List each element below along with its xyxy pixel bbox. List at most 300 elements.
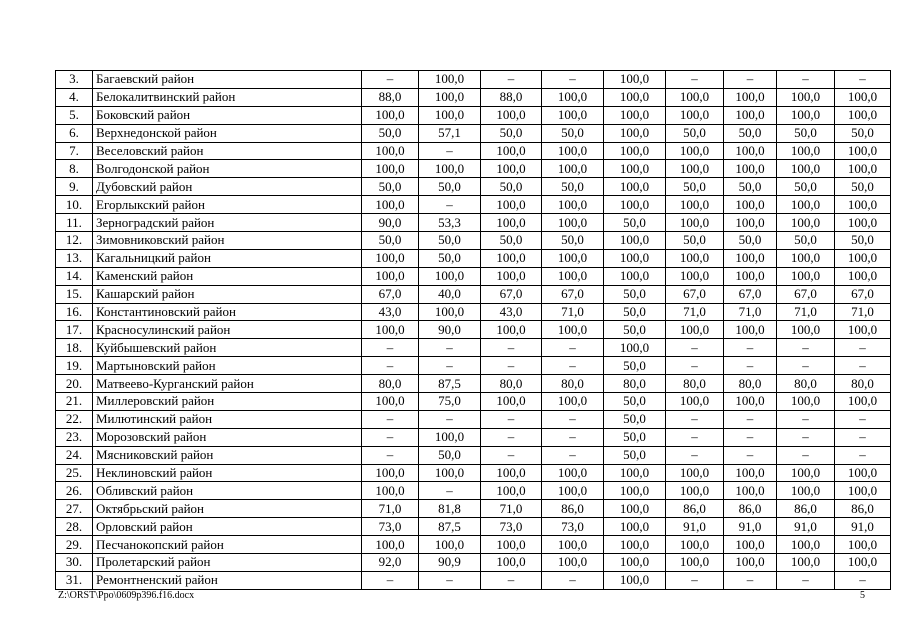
value-cell: – bbox=[835, 446, 891, 464]
district-name: Кагальницкий район bbox=[93, 249, 362, 267]
value-cell: 71,0 bbox=[362, 500, 419, 518]
value-cell: 50,0 bbox=[362, 232, 419, 250]
value-cell: 50,0 bbox=[604, 410, 666, 428]
value-cell: 86,0 bbox=[777, 500, 835, 518]
value-cell: 100,0 bbox=[666, 482, 724, 500]
value-cell: – bbox=[835, 339, 891, 357]
table-row bbox=[56, 518, 891, 536]
value-cell: 100,0 bbox=[835, 106, 891, 124]
value-cell: 100,0 bbox=[777, 393, 835, 411]
value-cell: 86,0 bbox=[835, 500, 891, 518]
row-number: 7. bbox=[56, 142, 93, 160]
value-cell: – bbox=[362, 428, 419, 446]
value-cell: 100,0 bbox=[362, 267, 419, 285]
value-cell: 80,0 bbox=[481, 375, 542, 393]
value-cell: 100,0 bbox=[777, 267, 835, 285]
value-cell: – bbox=[362, 339, 419, 357]
value-cell: – bbox=[481, 357, 542, 375]
value-cell: 100,0 bbox=[419, 428, 481, 446]
value-cell: 50,0 bbox=[419, 446, 481, 464]
value-cell: 100,0 bbox=[835, 267, 891, 285]
value-cell: 67,0 bbox=[362, 285, 419, 303]
value-cell: – bbox=[835, 428, 891, 446]
value-cell: – bbox=[666, 571, 724, 589]
district-name: Пролетарский район bbox=[93, 554, 362, 572]
value-cell: – bbox=[724, 571, 777, 589]
value-cell: 100,0 bbox=[835, 196, 891, 214]
row-number: 27. bbox=[56, 500, 93, 518]
value-cell: – bbox=[542, 71, 604, 89]
value-cell: 100,0 bbox=[419, 160, 481, 178]
value-cell: – bbox=[666, 357, 724, 375]
value-cell: 71,0 bbox=[835, 303, 891, 321]
value-cell: 100,0 bbox=[666, 214, 724, 232]
district-name: Красносулинский район bbox=[93, 321, 362, 339]
value-cell: 100,0 bbox=[724, 106, 777, 124]
value-cell: 100,0 bbox=[604, 124, 666, 142]
value-cell: 50,0 bbox=[724, 178, 777, 196]
table-row bbox=[56, 142, 891, 160]
value-cell: 57,1 bbox=[419, 124, 481, 142]
district-name: Куйбышевский район bbox=[93, 339, 362, 357]
table-row bbox=[56, 446, 891, 464]
table-body bbox=[56, 71, 891, 590]
row-number: 16. bbox=[56, 303, 93, 321]
value-cell: 67,0 bbox=[481, 285, 542, 303]
value-cell: 50,0 bbox=[604, 393, 666, 411]
footer-file-path: Z:\ORST\Ppo\0609p396.f16.docx bbox=[58, 590, 195, 601]
table-row bbox=[56, 232, 891, 250]
value-cell: 100,0 bbox=[481, 267, 542, 285]
value-cell: 100,0 bbox=[542, 106, 604, 124]
value-cell: – bbox=[419, 339, 481, 357]
district-name: Мясниковский район bbox=[93, 446, 362, 464]
table-row bbox=[56, 267, 891, 285]
table-row bbox=[56, 482, 891, 500]
value-cell: 100,0 bbox=[604, 267, 666, 285]
district-name: Боковский район bbox=[93, 106, 362, 124]
value-cell: 100,0 bbox=[666, 393, 724, 411]
value-cell: 100,0 bbox=[419, 106, 481, 124]
value-cell: 50,0 bbox=[777, 178, 835, 196]
value-cell: – bbox=[481, 446, 542, 464]
value-cell: 100,0 bbox=[419, 536, 481, 554]
value-cell: 50,0 bbox=[481, 178, 542, 196]
value-cell: 100,0 bbox=[419, 71, 481, 89]
district-name: Белокалитвинский район bbox=[93, 88, 362, 106]
value-cell: 100,0 bbox=[542, 321, 604, 339]
value-cell: 50,0 bbox=[777, 124, 835, 142]
value-cell: 50,0 bbox=[724, 124, 777, 142]
value-cell: – bbox=[419, 482, 481, 500]
value-cell: 100,0 bbox=[481, 393, 542, 411]
row-number: 9. bbox=[56, 178, 93, 196]
value-cell: 100,0 bbox=[835, 464, 891, 482]
value-cell: 100,0 bbox=[724, 536, 777, 554]
value-cell: – bbox=[362, 71, 419, 89]
value-cell: 100,0 bbox=[777, 142, 835, 160]
value-cell: 67,0 bbox=[777, 285, 835, 303]
district-name: Зерноградский район bbox=[93, 214, 362, 232]
value-cell: – bbox=[724, 428, 777, 446]
value-cell: 100,0 bbox=[604, 554, 666, 572]
value-cell: 71,0 bbox=[542, 303, 604, 321]
value-cell: 71,0 bbox=[481, 500, 542, 518]
value-cell: 100,0 bbox=[362, 321, 419, 339]
table-row bbox=[56, 249, 891, 267]
row-number: 25. bbox=[56, 464, 93, 482]
value-cell: – bbox=[481, 428, 542, 446]
row-number: 20. bbox=[56, 375, 93, 393]
value-cell: 50,0 bbox=[604, 446, 666, 464]
value-cell: 100,0 bbox=[604, 571, 666, 589]
row-number: 15. bbox=[56, 285, 93, 303]
value-cell: 86,0 bbox=[724, 500, 777, 518]
value-cell: 100,0 bbox=[481, 482, 542, 500]
value-cell: 100,0 bbox=[481, 554, 542, 572]
value-cell: 100,0 bbox=[604, 500, 666, 518]
value-cell: 100,0 bbox=[724, 554, 777, 572]
value-cell: 100,0 bbox=[481, 214, 542, 232]
value-cell: – bbox=[777, 339, 835, 357]
district-name: Миллеровский район bbox=[93, 393, 362, 411]
table-row bbox=[56, 303, 891, 321]
table-row bbox=[56, 285, 891, 303]
district-name: Матвеево-Курганский район bbox=[93, 375, 362, 393]
value-cell: 100,0 bbox=[604, 88, 666, 106]
table-row bbox=[56, 464, 891, 482]
district-name: Егорлыкский район bbox=[93, 196, 362, 214]
value-cell: 40,0 bbox=[419, 285, 481, 303]
value-cell: 88,0 bbox=[362, 88, 419, 106]
value-cell: 100,0 bbox=[362, 160, 419, 178]
value-cell: 100,0 bbox=[666, 267, 724, 285]
row-number: 11. bbox=[56, 214, 93, 232]
value-cell: 80,0 bbox=[362, 375, 419, 393]
value-cell: – bbox=[777, 410, 835, 428]
value-cell: 100,0 bbox=[666, 106, 724, 124]
value-cell: – bbox=[835, 571, 891, 589]
value-cell: 50,0 bbox=[542, 232, 604, 250]
value-cell: 100,0 bbox=[362, 393, 419, 411]
value-cell: 50,0 bbox=[362, 178, 419, 196]
value-cell: 100,0 bbox=[604, 464, 666, 482]
value-cell: 100,0 bbox=[666, 249, 724, 267]
value-cell: 67,0 bbox=[724, 285, 777, 303]
table-row bbox=[56, 106, 891, 124]
value-cell: 100,0 bbox=[604, 160, 666, 178]
table-row bbox=[56, 71, 891, 89]
value-cell: 100,0 bbox=[724, 196, 777, 214]
value-cell: 100,0 bbox=[481, 536, 542, 554]
row-number: 21. bbox=[56, 393, 93, 411]
value-cell: 50,0 bbox=[604, 303, 666, 321]
value-cell: 50,0 bbox=[604, 214, 666, 232]
value-cell: 100,0 bbox=[542, 249, 604, 267]
value-cell: 91,0 bbox=[777, 518, 835, 536]
value-cell: 100,0 bbox=[362, 536, 419, 554]
value-cell: 86,0 bbox=[542, 500, 604, 518]
value-cell: 100,0 bbox=[835, 482, 891, 500]
value-cell: 50,0 bbox=[481, 124, 542, 142]
value-cell: – bbox=[777, 357, 835, 375]
value-cell: 91,0 bbox=[666, 518, 724, 536]
table-row bbox=[56, 196, 891, 214]
value-cell: 80,0 bbox=[542, 375, 604, 393]
value-cell: 50,0 bbox=[362, 124, 419, 142]
row-number: 31. bbox=[56, 571, 93, 589]
value-cell: 100,0 bbox=[604, 71, 666, 89]
row-number: 26. bbox=[56, 482, 93, 500]
district-name: Орловский район bbox=[93, 518, 362, 536]
value-cell: – bbox=[542, 571, 604, 589]
value-cell: – bbox=[419, 196, 481, 214]
value-cell: 100,0 bbox=[542, 267, 604, 285]
value-cell: 100,0 bbox=[666, 160, 724, 178]
value-cell: – bbox=[666, 339, 724, 357]
value-cell: 90,0 bbox=[419, 321, 481, 339]
value-cell: 100,0 bbox=[835, 393, 891, 411]
value-cell: 100,0 bbox=[777, 321, 835, 339]
value-cell: 50,0 bbox=[604, 285, 666, 303]
value-cell: – bbox=[542, 357, 604, 375]
value-cell: 50,0 bbox=[777, 232, 835, 250]
row-number: 23. bbox=[56, 428, 93, 446]
table-row bbox=[56, 500, 891, 518]
value-cell: 100,0 bbox=[724, 249, 777, 267]
value-cell: 100,0 bbox=[835, 321, 891, 339]
value-cell: – bbox=[724, 357, 777, 375]
value-cell: 100,0 bbox=[724, 88, 777, 106]
value-cell: 100,0 bbox=[604, 339, 666, 357]
value-cell: – bbox=[481, 571, 542, 589]
value-cell: – bbox=[777, 428, 835, 446]
value-cell: 50,0 bbox=[419, 232, 481, 250]
value-cell: – bbox=[542, 339, 604, 357]
table-row bbox=[56, 88, 891, 106]
district-name: Милютинский район bbox=[93, 410, 362, 428]
value-cell: 71,0 bbox=[666, 303, 724, 321]
row-number: 5. bbox=[56, 106, 93, 124]
value-cell: 80,0 bbox=[724, 375, 777, 393]
value-cell: 100,0 bbox=[835, 214, 891, 232]
value-cell: 50,0 bbox=[604, 357, 666, 375]
row-number: 13. bbox=[56, 249, 93, 267]
value-cell: 100,0 bbox=[724, 464, 777, 482]
value-cell: 100,0 bbox=[835, 536, 891, 554]
value-cell: 50,0 bbox=[481, 232, 542, 250]
value-cell: 50,0 bbox=[542, 124, 604, 142]
value-cell: 100,0 bbox=[724, 267, 777, 285]
value-cell: – bbox=[542, 410, 604, 428]
value-cell: 100,0 bbox=[542, 196, 604, 214]
value-cell: – bbox=[481, 339, 542, 357]
district-name: Неклиновский район bbox=[93, 464, 362, 482]
value-cell: 100,0 bbox=[777, 554, 835, 572]
value-cell: 87,5 bbox=[419, 375, 481, 393]
district-name: Волгодонской район bbox=[93, 160, 362, 178]
value-cell: 100,0 bbox=[666, 142, 724, 160]
value-cell: 100,0 bbox=[542, 142, 604, 160]
value-cell: 50,0 bbox=[666, 124, 724, 142]
value-cell: 100,0 bbox=[481, 142, 542, 160]
value-cell: 100,0 bbox=[481, 160, 542, 178]
value-cell: 67,0 bbox=[835, 285, 891, 303]
value-cell: – bbox=[542, 428, 604, 446]
row-number: 3. bbox=[56, 71, 93, 89]
value-cell: 100,0 bbox=[666, 464, 724, 482]
value-cell: – bbox=[666, 446, 724, 464]
value-cell: 91,0 bbox=[835, 518, 891, 536]
value-cell: 100,0 bbox=[666, 536, 724, 554]
value-cell: 50,0 bbox=[542, 178, 604, 196]
value-cell: 73,0 bbox=[362, 518, 419, 536]
value-cell: 50,0 bbox=[724, 232, 777, 250]
value-cell: 100,0 bbox=[666, 554, 724, 572]
table-row bbox=[56, 393, 891, 411]
value-cell: 92,0 bbox=[362, 554, 419, 572]
value-cell: – bbox=[777, 571, 835, 589]
value-cell: 100,0 bbox=[419, 464, 481, 482]
value-cell: 43,0 bbox=[481, 303, 542, 321]
value-cell: 100,0 bbox=[542, 214, 604, 232]
row-number: 12. bbox=[56, 232, 93, 250]
value-cell: 50,0 bbox=[666, 178, 724, 196]
value-cell: 100,0 bbox=[666, 88, 724, 106]
value-cell: 100,0 bbox=[666, 196, 724, 214]
value-cell: 81,8 bbox=[419, 500, 481, 518]
value-cell: – bbox=[777, 71, 835, 89]
value-cell: 100,0 bbox=[777, 536, 835, 554]
value-cell: 50,0 bbox=[419, 178, 481, 196]
value-cell: – bbox=[724, 71, 777, 89]
value-cell: 100,0 bbox=[666, 321, 724, 339]
value-cell: 53,3 bbox=[419, 214, 481, 232]
value-cell: 100,0 bbox=[777, 106, 835, 124]
row-number: 4. bbox=[56, 88, 93, 106]
value-cell: 100,0 bbox=[777, 249, 835, 267]
value-cell: 100,0 bbox=[604, 249, 666, 267]
table-row bbox=[56, 160, 891, 178]
value-cell: – bbox=[666, 71, 724, 89]
value-cell: 100,0 bbox=[777, 214, 835, 232]
table-row bbox=[56, 375, 891, 393]
value-cell: – bbox=[666, 428, 724, 446]
table-row bbox=[56, 214, 891, 232]
value-cell: 100,0 bbox=[604, 106, 666, 124]
value-cell: 100,0 bbox=[604, 482, 666, 500]
value-cell: – bbox=[362, 357, 419, 375]
value-cell: 100,0 bbox=[835, 88, 891, 106]
value-cell: 90,0 bbox=[362, 214, 419, 232]
value-cell: – bbox=[419, 142, 481, 160]
value-cell: 100,0 bbox=[542, 160, 604, 178]
table-row bbox=[56, 554, 891, 572]
value-cell: 91,0 bbox=[724, 518, 777, 536]
value-cell: 100,0 bbox=[362, 142, 419, 160]
table-row bbox=[56, 357, 891, 375]
row-number: 29. bbox=[56, 536, 93, 554]
value-cell: 67,0 bbox=[542, 285, 604, 303]
value-cell: 100,0 bbox=[604, 178, 666, 196]
value-cell: 86,0 bbox=[666, 500, 724, 518]
row-number: 17. bbox=[56, 321, 93, 339]
district-name: Зимовниковский район bbox=[93, 232, 362, 250]
value-cell: – bbox=[777, 446, 835, 464]
value-cell: 100,0 bbox=[777, 88, 835, 106]
value-cell: 88,0 bbox=[481, 88, 542, 106]
value-cell: – bbox=[419, 410, 481, 428]
value-cell: 100,0 bbox=[777, 160, 835, 178]
value-cell: 50,0 bbox=[604, 321, 666, 339]
value-cell: 50,0 bbox=[835, 232, 891, 250]
value-cell: 100,0 bbox=[724, 321, 777, 339]
table-row bbox=[56, 339, 891, 357]
value-cell: 100,0 bbox=[481, 106, 542, 124]
value-cell: – bbox=[481, 71, 542, 89]
row-number: 22. bbox=[56, 410, 93, 428]
row-number: 28. bbox=[56, 518, 93, 536]
value-cell: 100,0 bbox=[362, 482, 419, 500]
value-cell: 80,0 bbox=[777, 375, 835, 393]
value-cell: 100,0 bbox=[481, 196, 542, 214]
value-cell: – bbox=[724, 446, 777, 464]
row-number: 14. bbox=[56, 267, 93, 285]
row-number: 24. bbox=[56, 446, 93, 464]
value-cell: 50,0 bbox=[666, 232, 724, 250]
row-number: 30. bbox=[56, 554, 93, 572]
value-cell: 100,0 bbox=[419, 267, 481, 285]
value-cell: – bbox=[542, 446, 604, 464]
value-cell: – bbox=[724, 339, 777, 357]
value-cell: – bbox=[362, 571, 419, 589]
value-cell: 100,0 bbox=[362, 249, 419, 267]
value-cell: 71,0 bbox=[777, 303, 835, 321]
district-name: Морозовский район bbox=[93, 428, 362, 446]
row-number: 6. bbox=[56, 124, 93, 142]
district-name: Октябрьский район bbox=[93, 500, 362, 518]
table-row bbox=[56, 571, 891, 589]
value-cell: 100,0 bbox=[419, 88, 481, 106]
district-name: Багаевский район bbox=[93, 71, 362, 89]
value-cell: – bbox=[362, 410, 419, 428]
value-cell: – bbox=[419, 357, 481, 375]
district-name: Кашарский район bbox=[93, 285, 362, 303]
value-cell: 75,0 bbox=[419, 393, 481, 411]
row-number: 18. bbox=[56, 339, 93, 357]
value-cell: – bbox=[835, 410, 891, 428]
value-cell: 80,0 bbox=[604, 375, 666, 393]
table-row bbox=[56, 428, 891, 446]
value-cell: 50,0 bbox=[835, 178, 891, 196]
district-name: Песчанокопский район bbox=[93, 536, 362, 554]
value-cell: 100,0 bbox=[724, 482, 777, 500]
district-name: Константиновский район bbox=[93, 303, 362, 321]
value-cell: 100,0 bbox=[777, 482, 835, 500]
value-cell: 100,0 bbox=[724, 393, 777, 411]
value-cell: – bbox=[835, 357, 891, 375]
value-cell: – bbox=[419, 571, 481, 589]
value-cell: 73,0 bbox=[542, 518, 604, 536]
value-cell: 100,0 bbox=[604, 518, 666, 536]
value-cell: 100,0 bbox=[724, 160, 777, 178]
value-cell: 100,0 bbox=[542, 88, 604, 106]
value-cell: 71,0 bbox=[724, 303, 777, 321]
district-name: Ремонтненский район bbox=[93, 571, 362, 589]
footer-page-number: 5 bbox=[860, 590, 865, 601]
value-cell: – bbox=[724, 410, 777, 428]
table-row bbox=[56, 124, 891, 142]
